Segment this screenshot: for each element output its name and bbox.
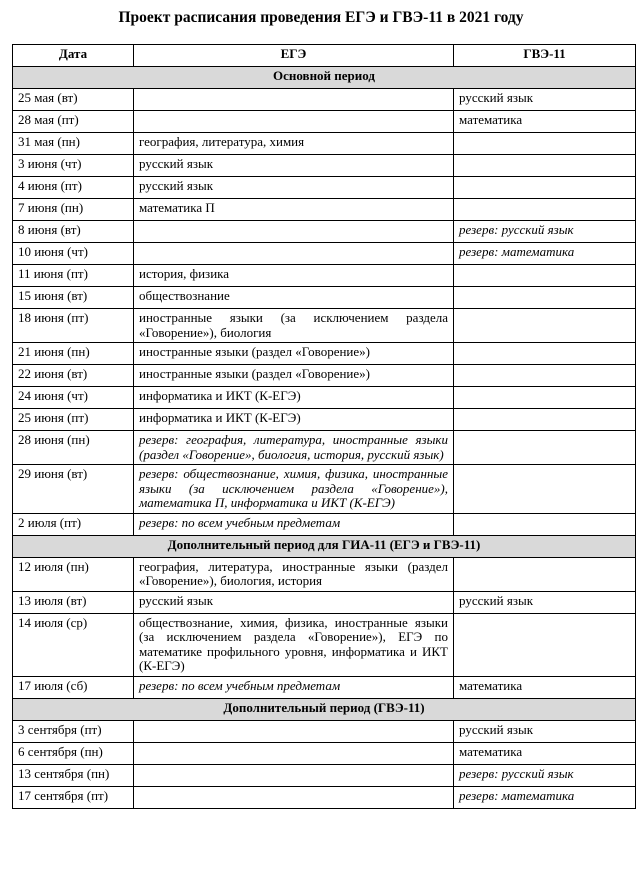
gve-cell: русский язык [454,591,636,613]
gve-cell [454,177,636,199]
ege-cell: русский язык [134,177,454,199]
gve-cell [454,557,636,591]
section-row [13,698,636,720]
gve-cell [454,409,636,431]
table-row [13,243,636,265]
ege-cell [134,221,454,243]
section-row [13,535,636,557]
table-row [13,720,636,742]
table-row [13,591,636,613]
ege-cell: обществознание [134,287,454,309]
date-cell: 25 мая (вт) [13,89,134,111]
date-cell: 12 июля (пн) [13,557,134,591]
ege-cell: математика П [134,199,454,221]
ege-cell: резерв: обществознание, химия, физика, иностранные языки (за исключением раздела «Говорение»), математика П, информатика и ИКТ (К-ЕГЭ) [134,465,454,514]
gve-cell: резерв: математика [454,786,636,808]
date-cell: 28 июня (пн) [13,431,134,465]
table-row [13,343,636,365]
gve-cell [454,309,636,343]
date-cell: 8 июня (вт) [13,221,134,243]
date-cell: 18 июня (пт) [13,309,134,343]
gve-cell: русский язык [454,720,636,742]
table-row [13,676,636,698]
section-title: Дополнительный период для ГИА-11 (ЕГЭ и ГВЭ-11) [13,535,636,557]
table-row [13,89,636,111]
gve-cell: математика [454,111,636,133]
ege-cell: резерв: по всем учебным предметам [134,676,454,698]
gve-cell: резерв: математика [454,243,636,265]
table-row [13,409,636,431]
schedule-table [12,44,636,809]
table-row [13,133,636,155]
ege-cell: русский язык [134,591,454,613]
date-cell: 29 июня (вт) [13,465,134,514]
date-cell: 22 июня (вт) [13,365,134,387]
ege-cell [134,720,454,742]
date-cell: 10 июня (чт) [13,243,134,265]
gve-cell [454,265,636,287]
table-row [13,365,636,387]
gve-cell: математика [454,676,636,698]
table-header [13,45,636,67]
ege-cell [134,243,454,265]
ege-cell: история, физика [134,265,454,287]
gve-cell: русский язык [454,89,636,111]
ege-cell: иностранные языки (раздел «Говорение») [134,343,454,365]
date-cell: 31 мая (пн) [13,133,134,155]
date-cell: 17 сентября (пт) [13,786,134,808]
table-row [13,431,636,465]
table-row [13,309,636,343]
gve-cell [454,155,636,177]
ege-cell: резерв: география, литература, иностранные языки (раздел «Говорение», биология, история, русский язык) [134,431,454,465]
table-row [13,387,636,409]
gve-cell [454,431,636,465]
ege-cell: иностранные языки (за исключением раздела «Говорение»), биология [134,309,454,343]
table-row [13,265,636,287]
ege-cell: иностранные языки (раздел «Говорение») [134,365,454,387]
table-row [13,764,636,786]
gve-cell [454,343,636,365]
ege-cell [134,764,454,786]
table-row [13,287,636,309]
gve-cell [454,513,636,535]
table-row [13,786,636,808]
gve-cell [454,133,636,155]
date-cell: 17 июля (сб) [13,676,134,698]
date-cell: 25 июня (пт) [13,409,134,431]
ege-cell: информатика и ИКТ (К-ЕГЭ) [134,387,454,409]
date-cell: 7 июня (пн) [13,199,134,221]
table-row [13,177,636,199]
table-row [13,465,636,514]
table-row [13,557,636,591]
ege-cell: география, литература, иностранные языки (раздел «Говорение»), биология, история [134,557,454,591]
ege-cell [134,89,454,111]
page-title: Проект расписания проведения ЕГЭ и ГВЭ-11 в 2021 году [118,9,524,26]
gve-cell [454,613,636,676]
header-ege: ЕГЭ [134,45,454,67]
table-row [13,199,636,221]
section-row [13,67,636,89]
header-gve: ГВЭ-11 [454,45,636,67]
gve-cell: резерв: русский язык [454,221,636,243]
date-cell: 2 июля (пт) [13,513,134,535]
table-row [13,613,636,676]
section-title: Основной период [13,67,636,89]
date-cell: 15 июня (вт) [13,287,134,309]
gve-cell [454,199,636,221]
date-cell: 3 сентября (пт) [13,720,134,742]
table-body [13,67,636,809]
gve-cell [454,387,636,409]
gve-cell [454,465,636,514]
date-cell: 3 июня (чт) [13,155,134,177]
date-cell: 28 мая (пт) [13,111,134,133]
header-date: Дата [13,45,134,67]
table-row [13,742,636,764]
gve-cell [454,365,636,387]
date-cell: 13 июля (вт) [13,591,134,613]
ege-cell [134,742,454,764]
ege-cell: обществознание, химия, физика, иностранные языки (за исключением раздела «Говорение»), ЕГЭ по математике профильного уровня, информатика и ИКТ (К-ЕГЭ) [134,613,454,676]
ege-cell [134,786,454,808]
table-row [13,111,636,133]
table-row [13,155,636,177]
ege-cell: русский язык [134,155,454,177]
section-title: Дополнительный период (ГВЭ-11) [13,698,636,720]
date-cell: 21 июня (пн) [13,343,134,365]
date-cell: 24 июня (чт) [13,387,134,409]
date-cell: 4 июня (пт) [13,177,134,199]
ege-cell: резерв: по всем учебным предметам [134,513,454,535]
gve-cell [454,287,636,309]
table-row [13,513,636,535]
ege-cell: информатика и ИКТ (К-ЕГЭ) [134,409,454,431]
gve-cell: математика [454,742,636,764]
gve-cell: резерв: русский язык [454,764,636,786]
table-row [13,221,636,243]
ege-cell [134,111,454,133]
ege-cell: география, литература, химия [134,133,454,155]
date-cell: 11 июня (пт) [13,265,134,287]
date-cell: 13 сентября (пн) [13,764,134,786]
date-cell: 14 июля (ср) [13,613,134,676]
date-cell: 6 сентября (пн) [13,742,134,764]
